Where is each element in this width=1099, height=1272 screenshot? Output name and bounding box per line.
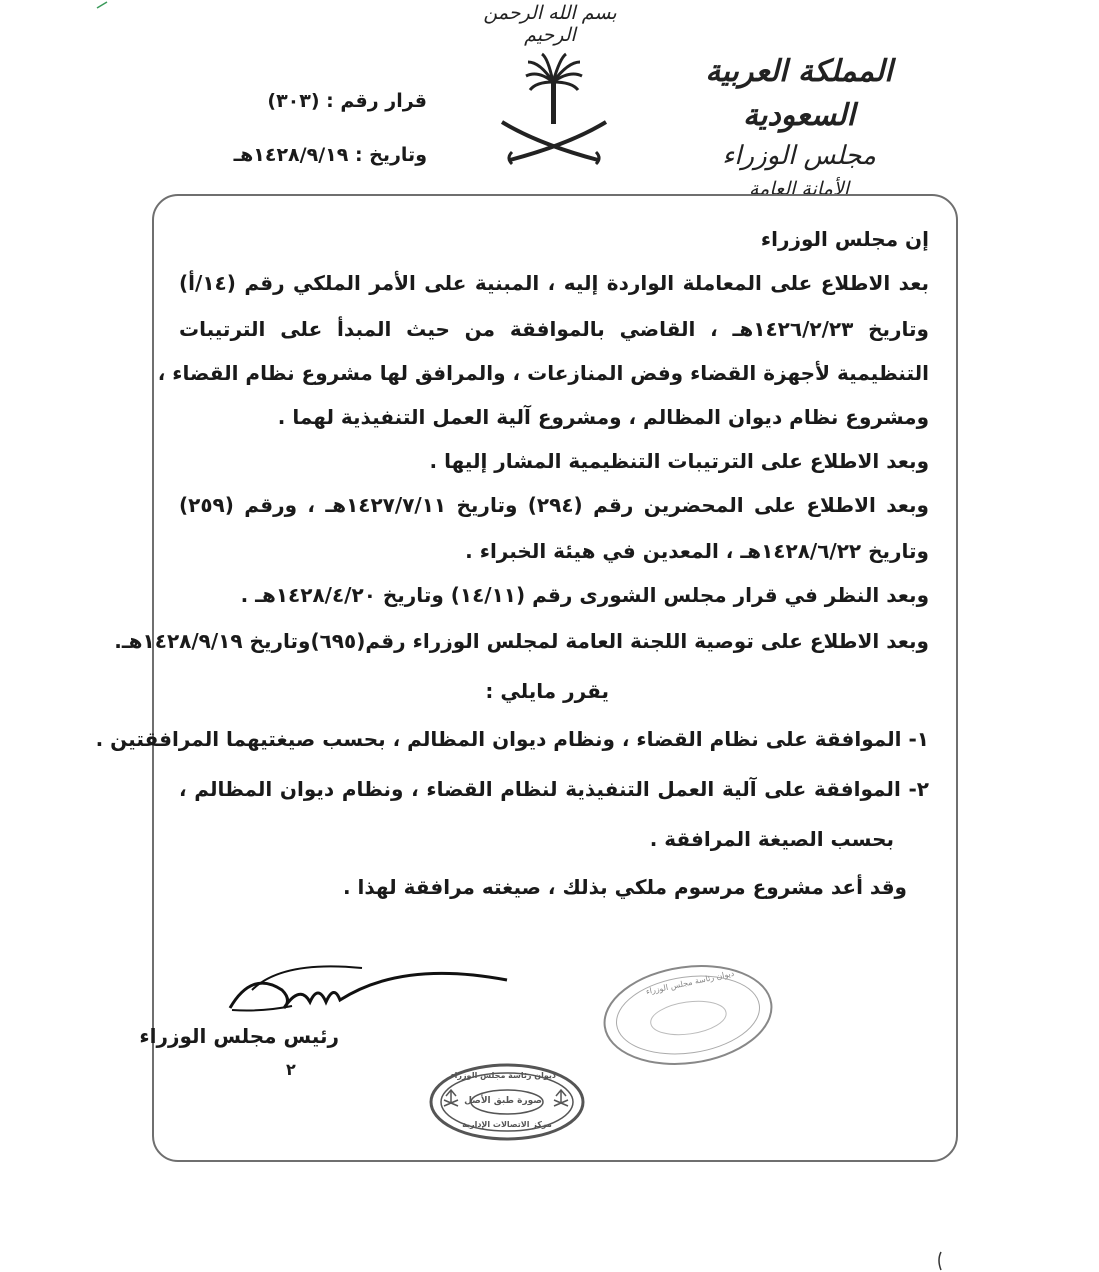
decision-date: وتاريخ : ١٤٢٨/٩/١٩هـ [233,144,427,166]
body-line-5: ومشروع نظام ديوان المظالم ، ومشروع آلية العمل التنفيذية لهما . [277,405,929,429]
corner-mark [95,0,115,10]
kingdom-title: المملكة العربية السعودية [705,54,893,133]
body-line-6: وبعد الاطلاع على الترتيبات التنظيمية المشار إليها . [429,449,929,473]
seal-bottom-text: مركز الاتصالات الإدارية [462,1120,552,1129]
body-item-2-cont: بحسب الصيغة المرافقة . [649,827,894,851]
body-line-4: التنظيمية لأجهزة القضاء وفض المنازعات ، والمرافق لها مشروع نظام القضاء ، [157,361,929,385]
page-number: ٢ [286,1060,296,1079]
seal-top-text: ديوان رئاسة مجلس الوزراء [450,1071,556,1080]
body-line-3: وتاريخ ١٤٢٦/٢/٢٣هـ ، القاضي بالموافقة من حيث المبدأ على الترتيبات [179,317,929,341]
secretariat-title: الأمانة العامة [749,178,849,200]
certified-copy-seal [428,1062,586,1142]
decision-number: قرار رقم : (٣٠٣) [267,90,427,112]
basmala: بسم الله الرحمن الرحيم [483,2,617,46]
body-closing: وقد أعد مشروع مرسوم ملكي بذلك ، صيغته مرافقة لهذا . [342,875,907,899]
palm-swords-emblem-icon [498,52,610,168]
body-line-7: وبعد الاطلاع على المحضرين رقم (٢٩٤) وتاريخ ١٤٢٧/٧/١١هـ ، ورقم (٢٥٩) [179,493,929,517]
body-line-9: وبعد النظر في قرار مجلس الشورى رقم (١٤/١١) وتاريخ ١٤٢٨/٤/٢٠هـ . [240,583,929,607]
letterhead [674,50,924,204]
signature-icon [222,950,512,1020]
body-line-8: وتاريخ ١٤٢٨/٦/٢٢هـ ، المعدين في هيئة الخبراء . [465,539,929,563]
body-line-1: إن مجلس الوزراء [760,227,929,251]
margin-mark [935,1250,945,1272]
faint-seal-text: ديوان رئاسة مجلس الوزراء [645,968,735,997]
resolves-heading: يقرر مايلي : [485,679,609,703]
council-title: مجلس الوزراء [722,141,876,171]
faint-seal-frame-icon [600,960,776,1070]
president-title: رئيس مجلس الوزراء [139,1024,339,1048]
seal-center-text: صورة طبق الأصل [464,1096,542,1106]
body-line-10: وبعد الاطلاع على توصية اللجنة العامة لمجلس الوزراء رقم(٦٩٥)وتاريخ ١٤٢٨/٩/١٩هـ. [114,629,929,653]
body-line-2: بعد الاطلاع على المعاملة الواردة إليه ، المبنية على الأمر الملكي رقم (١٤/أ) [179,271,929,295]
body-item-1: ١- الموافقة على نظام القضاء ، ونظام ديوان المظالم ، بحسب صيغتيهما المرافقتين . [95,727,929,751]
faint-seal [600,960,776,1070]
body-item-2: ٢- الموافقة على آلية العمل التنفيذية لنظام القضاء ، ونظام ديوان المظالم ، [179,777,929,801]
